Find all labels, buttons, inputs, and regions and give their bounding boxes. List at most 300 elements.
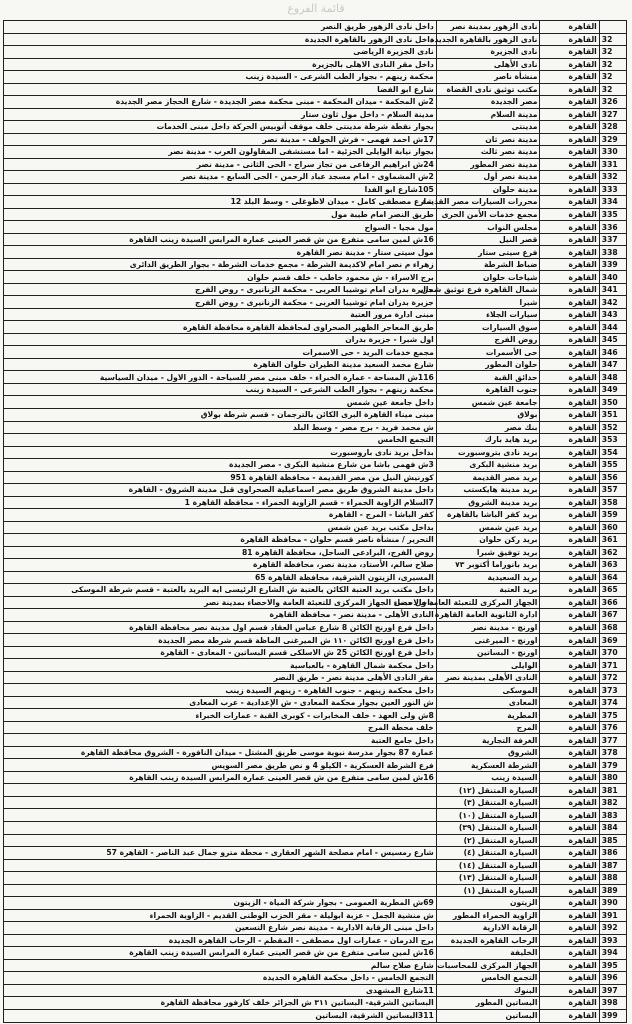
city-cell: القاهرة: [540, 784, 599, 797]
city-cell: القاهرة: [540, 609, 599, 622]
branch-name-cell: الوايلى: [436, 659, 540, 672]
table-row: [4, 246, 627, 259]
address-cell: النادى الأهلى - مدينة نصر - محافظة القاهرة: [4, 609, 437, 622]
branch-name-cell: شمال القاهرة فرع توثيق شمال: [436, 283, 540, 296]
city-cell: القاهرة: [540, 809, 599, 822]
row-number-cell: 346: [599, 346, 626, 359]
address-cell: داخل مبنى الجهاز المركزى للتعبئة العامة والاحصاء بمدينة نصر: [4, 596, 437, 609]
table-row: [4, 233, 627, 246]
table-row: [4, 509, 627, 522]
address-cell: شارع صلاح سالم: [4, 959, 437, 972]
table-row: [4, 271, 627, 284]
table-row: [4, 171, 627, 184]
table-row: [4, 897, 627, 910]
table-row: [4, 947, 627, 960]
branch-name-cell: الجهاز المركزى للتعبئة العامة والاحصاء: [436, 596, 540, 609]
row-number-cell: 338: [599, 246, 626, 259]
table-row: [4, 383, 627, 396]
table-row: [4, 746, 627, 759]
table-row: [4, 208, 627, 221]
row-number-cell: 379: [599, 759, 626, 772]
table-row: [4, 997, 627, 1010]
table-row: [4, 621, 627, 634]
row-number-cell: 333: [599, 183, 626, 196]
city-cell: القاهرة: [540, 396, 599, 409]
address-cell: نادى الجزيرة الرياضى: [4, 46, 437, 59]
city-cell: القاهرة: [540, 258, 599, 271]
branch-name-cell: ضباط الشرطة: [436, 258, 540, 271]
city-cell: القاهرة: [540, 922, 599, 935]
row-number-cell: 399: [599, 1009, 626, 1022]
table-row: [4, 146, 627, 159]
row-number-cell: 372: [599, 671, 626, 684]
address-cell: داخل فرع اورنج الكائن ١١٠ ش الميرغنى الماظة قسم شرطة مصر الجديدة: [4, 634, 437, 647]
address-cell: داخل جامع العتبة: [4, 734, 437, 747]
branch-name-cell: النادى الأهلى بمدينة نصر: [436, 671, 540, 684]
address-cell: البساتين الشرقية- البساتين ٣١١ ش الجزائر خلف كارفور محافظة القاهرة: [4, 997, 437, 1010]
row-number-cell: 364: [599, 571, 626, 584]
branch-name-cell: بريد السعيدية: [436, 571, 540, 584]
address-cell: خلف محطة المرج: [4, 721, 437, 734]
row-number-cell: 353: [599, 434, 626, 447]
city-cell: القاهرة: [540, 872, 599, 885]
table-row: [4, 534, 627, 547]
row-number-cell: 369: [599, 634, 626, 647]
row-number-cell: 352: [599, 421, 626, 434]
branch-name-cell: مدينة نصر ثالث: [436, 146, 540, 159]
address-cell: داخل مبنى الرقابة الادارية - مدينة نصر شارع التسعين: [4, 922, 437, 935]
address-cell: التجمع الخامس: [4, 434, 437, 447]
table-row: [4, 759, 627, 772]
row-number-cell: 330: [599, 146, 626, 159]
row-number-cell: 32: [599, 83, 626, 96]
row-number-cell: 370: [599, 646, 626, 659]
address-cell: زهراء م نصر امام لاكديمة الشرطة - مجمع خدمات الشرطة - بجوار الطريق الدائرى: [4, 258, 437, 271]
branch-name-cell: الزاوية الحمراء المطور: [436, 909, 540, 922]
branch-name-cell: السيارة المتنقل (٣): [436, 796, 540, 809]
branch-name-cell: البساتين: [436, 1009, 540, 1022]
branch-name-cell: جنوب القاهرة: [436, 383, 540, 396]
city-cell: القاهرة: [540, 496, 599, 509]
city-cell: القاهرة: [540, 684, 599, 697]
table-row: [4, 834, 627, 847]
address-cell: 311البساتين الشرقية، البساتين: [4, 1009, 437, 1022]
branch-name-cell: منشأة ناصر: [436, 71, 540, 84]
address-cell: 2ش المشماوى - امام مسجد عباد الرحمن - الحى السابع - مدينة نصر: [4, 171, 437, 184]
address-cell: التحرير / منشأة ناصر قسم حلوان - محافظة القاهرة: [4, 534, 437, 547]
row-number-cell: 357: [599, 484, 626, 497]
branch-name-cell: الخليفة: [436, 947, 540, 960]
table-row: [4, 934, 627, 947]
city-cell: القاهرة: [540, 121, 599, 134]
address-cell: فرع الشرطة العسكرية - الكيلو 4 و نص طريق مصر السويس: [4, 759, 437, 772]
address-cell: داخل فرع اورنج الكائن 8 شارع عباس العقاد قسم اول مدينة نصر محافظة القاهرة: [4, 621, 437, 634]
branch-name-cell: السيارة المتنقل (١٠): [436, 809, 540, 822]
branch-name-cell: اورنچ - الميرغنى: [436, 634, 540, 647]
branch-name-cell: قصر النيل: [436, 233, 540, 246]
table-row: [4, 96, 627, 109]
city-cell: القاهرة: [540, 796, 599, 809]
table-row: [4, 333, 627, 346]
row-number-cell: 343: [599, 308, 626, 321]
table-row: [4, 46, 627, 59]
address-cell: محكمة زينهم - بجوار الطب الشرعى - السيدة زينب: [4, 383, 437, 396]
city-cell: القاهرة: [540, 947, 599, 960]
address-cell: ش النور العين بجوار محكمة المعادى - ش الإعدادية - عرب المعادى: [4, 696, 437, 709]
row-number-cell: 386: [599, 847, 626, 860]
table-row: [4, 847, 627, 860]
table-row: [4, 258, 627, 271]
address-cell: 3ش فهمى باشا من شارع منشية البكرى - مصر الجديدة: [4, 459, 437, 472]
row-number-cell: 351: [599, 408, 626, 421]
address-cell: شارع ابو الفضا: [4, 83, 437, 96]
branch-name-cell: جامعة عين شمس: [436, 396, 540, 409]
table-row: [4, 221, 627, 234]
address-cell: داخل جامعة عين شمس: [4, 396, 437, 409]
row-number-cell: 388: [599, 872, 626, 885]
city-cell: القاهرة: [540, 671, 599, 684]
branch-name-cell: بنك مصر: [436, 421, 540, 434]
table-row: [4, 884, 627, 897]
row-number-cell: 373: [599, 684, 626, 697]
branch-name-cell: الرحاب القاهرة الجديدة: [436, 934, 540, 947]
address-cell: شارع رمسيس - امام مصلحة الشهر العقارى - محطة مترو جمال عبد الناصر - القاهرة 57: [4, 847, 437, 860]
city-cell: القاهرة: [540, 659, 599, 672]
city-cell: القاهرة: [540, 96, 599, 109]
city-cell: القاهرة: [540, 984, 599, 997]
row-number-cell: 358: [599, 496, 626, 509]
branch-name-cell: مدينتى: [436, 121, 540, 134]
city-cell: القاهرة: [540, 333, 599, 346]
table-row: [4, 108, 627, 121]
city-cell: القاهرة: [540, 771, 599, 784]
address-cell: كورنيش النيل من مصر القديمة - محافظة القاهرة 951: [4, 471, 437, 484]
row-number-cell: 365: [599, 584, 626, 597]
table-row: [4, 283, 627, 296]
branch-name-cell: بريد مدينة الشروق: [436, 496, 540, 509]
address-cell: شارع مصطفى كامل - ميدان لاظوغلى - وسط البلد 12: [4, 196, 437, 209]
row-number-cell: 348: [599, 371, 626, 384]
city-cell: القاهرة: [540, 108, 599, 121]
table-row: [4, 646, 627, 659]
table-row: [4, 546, 627, 559]
address-cell: [4, 884, 437, 897]
city-cell: القاهرة: [540, 534, 599, 547]
row-number-cell: 335: [599, 208, 626, 221]
table-row: [4, 784, 627, 797]
row-number-cell: 380: [599, 771, 626, 784]
row-number-cell: 362: [599, 546, 626, 559]
branch-name-cell: الشرطة العسكرية: [436, 759, 540, 772]
table-row: [4, 972, 627, 985]
address-cell: بداخل مكتب بريد عين شمس: [4, 521, 437, 534]
branch-name-cell: نادى الجزيرة: [436, 46, 540, 59]
branch-name-cell: مصر الجديدة: [436, 96, 540, 109]
address-cell: صلاح سالم، الأستاد، مدينة نصر، محافظة القاهرة: [4, 559, 437, 572]
row-number-cell: 339: [599, 258, 626, 271]
city-cell: القاهرة: [540, 859, 599, 872]
row-number-cell: 334: [599, 196, 626, 209]
row-number-cell: 377: [599, 734, 626, 747]
address-cell: [4, 859, 437, 872]
city-cell: القاهرة: [540, 283, 599, 296]
address-cell: جزيرة بدران امام توشيبا العربى - محكمة الزنانيرى - روض الفرج: [4, 283, 437, 296]
city-cell: القاهرة: [540, 559, 599, 572]
branch-name-cell: بريد ركن حلوان: [436, 534, 540, 547]
address-cell: داخل مكتب بريد العتبة الكائن بالعتبة ش الشارع الرئيسى ايه البريد بالعتبة - قسم شرطة الموسكى: [4, 584, 437, 597]
address-cell: 16ش لمين سامى متفرع من ش قصر العينى عمارة المرابس السيدة زينب القاهرة: [4, 771, 437, 784]
city-cell: القاهرة: [540, 822, 599, 835]
branch-name-cell: المعادى: [436, 696, 540, 709]
row-number-cell: 389: [599, 884, 626, 897]
branch-name-cell: بريد بانوراما أكتوبر ٧٣: [436, 559, 540, 572]
branch-name-cell: الغرفة التجارية: [436, 734, 540, 747]
branch-name-cell: نادى الأهلى: [436, 58, 540, 71]
row-number-cell: 340: [599, 271, 626, 284]
branch-name-cell: سيارات الجلاء: [436, 308, 540, 321]
row-number-cell: 354: [599, 446, 626, 459]
table-row: [4, 58, 627, 71]
row-number-cell: 367: [599, 609, 626, 622]
branch-name-cell: بريد مصر القديمة: [436, 471, 540, 484]
faded-header-title: قائمة الفروع: [287, 2, 345, 15]
city-cell: القاهرة: [540, 709, 599, 722]
row-number-cell: 32: [599, 58, 626, 71]
branch-name-cell: السيارة المتنقل (١): [436, 884, 540, 897]
city-cell: القاهرة: [540, 759, 599, 772]
address-cell: داخل مقر النادى الاهلى بالجزيرة: [4, 58, 437, 71]
branch-name-cell: السيارة المتنقل (١٢): [436, 784, 540, 797]
table-row: [4, 521, 627, 534]
city-cell: القاهرة: [540, 571, 599, 584]
address-cell: بجوار نيابة الوايلى الجزئية - اما مستشفى المقاولون العرب - مدينة نصر: [4, 146, 437, 159]
table-row: [4, 396, 627, 409]
row-number-cell: 341: [599, 283, 626, 296]
table-row: [4, 33, 627, 46]
table-row: [4, 959, 627, 972]
branch-name-cell: نادى الزهور بمدينة نصر: [436, 21, 540, 34]
address-cell: مجمع خدمات البريد - حى الاسمرات: [4, 346, 437, 359]
table-row: [4, 872, 627, 885]
city-cell: القاهرة: [540, 308, 599, 321]
row-number-cell: 368: [599, 621, 626, 634]
table-row: [4, 308, 627, 321]
branch-name-cell: حدائق القبة: [436, 371, 540, 384]
branch-name-cell: شبرا: [436, 296, 540, 309]
table-row: [4, 696, 627, 709]
table-row: [4, 371, 627, 384]
table-row: [4, 346, 627, 359]
city-cell: القاهرة: [540, 484, 599, 497]
table-row: [4, 584, 627, 597]
city-cell: القاهرة: [540, 471, 599, 484]
row-number-cell: 336: [599, 221, 626, 234]
table-row: [4, 822, 627, 835]
branch-name-cell: اورنچ - البساتين: [436, 646, 540, 659]
table-row: [4, 609, 627, 622]
branch-name-cell: اورنچ - مدينة نصر: [436, 621, 540, 634]
address-cell: بجوار نقطة شرطة مدينتى خلف موقف أتوبيس الحركة داخل مبنى الخدمات: [4, 121, 437, 134]
branch-name-cell: شياخات حلوان: [436, 271, 540, 284]
branch-name-cell: المرج: [436, 721, 540, 734]
city-cell: القاهرة: [540, 146, 599, 159]
address-cell: [4, 796, 437, 809]
address-cell: كفر الباشا - المرج - القاهرة: [4, 509, 437, 522]
city-cell: القاهرة: [540, 696, 599, 709]
address-cell: 2ش المحكمة - ميدان المحكمة - مبنى محكمة مصر الجديدة - شارع الحجاز مصر الجديدة: [4, 96, 437, 109]
table-row: [4, 196, 627, 209]
city-cell: القاهرة: [540, 584, 599, 597]
row-number-cell: 392: [599, 922, 626, 935]
row-number-cell: 381: [599, 784, 626, 797]
address-cell: مول مجيا - السواح: [4, 221, 437, 234]
branch-name-cell: المطرية: [436, 709, 540, 722]
city-cell: القاهرة: [540, 196, 599, 209]
branch-name-cell: البنوك: [436, 984, 540, 997]
address-cell: داخل محكمة زينهم - جنوب القاهرة - زينهم السيدة زينب: [4, 684, 437, 697]
table-row: [4, 721, 627, 734]
row-number-cell: 376: [599, 721, 626, 734]
row-number-cell: 390: [599, 897, 626, 910]
row-number-cell: 363: [599, 559, 626, 572]
city-cell: القاهرة: [540, 847, 599, 860]
row-number-cell: 394: [599, 947, 626, 960]
table-row: [4, 859, 627, 872]
city-cell: القاهرة: [540, 346, 599, 359]
address-cell: مقر النادى الأهلى مدينة نصر - طريق النصر: [4, 671, 437, 684]
city-cell: القاهرة: [540, 734, 599, 747]
row-number-cell: 395: [599, 959, 626, 972]
row-number-cell: 371: [599, 659, 626, 672]
address-cell: مدينة السلام - داخل مول ثاون ستار: [4, 108, 437, 121]
table-row: [4, 634, 627, 647]
branch-name-cell: روض الفرج: [436, 333, 540, 346]
row-number-cell: 326: [599, 96, 626, 109]
row-number-cell: 329: [599, 133, 626, 146]
branch-name-cell: محررات السيارات مصر القديمة: [436, 196, 540, 209]
table-row: [4, 158, 627, 171]
city-cell: القاهرة: [540, 621, 599, 634]
city-cell: القاهرة: [540, 233, 599, 246]
city-cell: القاهرة: [540, 897, 599, 910]
address-cell: روض الفرج، البرادعى الساحل، محافظة القاهرة 81: [4, 546, 437, 559]
row-number-cell: 359: [599, 509, 626, 522]
city-cell: القاهرة: [540, 959, 599, 972]
row-number-cell: 328: [599, 121, 626, 134]
branch-name-cell: السيدة زينب: [436, 771, 540, 784]
city-cell: القاهرة: [540, 972, 599, 985]
row-number-cell: [599, 21, 626, 34]
table-row: [4, 571, 627, 584]
address-cell: [4, 834, 437, 847]
city-cell: القاهرة: [540, 358, 599, 371]
address-cell: 17ش احمد فهمى - فرش الجولف - مدينة نصر: [4, 133, 437, 146]
address-cell: طريق النصر امام طيبة مول: [4, 208, 437, 221]
table-row: [4, 771, 627, 784]
address-cell: داخل نادى الزهور بالقاهرة الجديدة: [4, 33, 437, 46]
table-row: [4, 559, 627, 572]
city-cell: القاهرة: [540, 183, 599, 196]
row-number-cell: 344: [599, 321, 626, 334]
city-cell: القاهرة: [540, 296, 599, 309]
address-cell: [4, 784, 437, 797]
city-cell: القاهرة: [540, 834, 599, 847]
row-number-cell: 366: [599, 596, 626, 609]
table-row: [4, 484, 627, 497]
branch-name-cell: بريد منشية البكرى: [436, 459, 540, 472]
city-cell: القاهرة: [540, 521, 599, 534]
row-number-cell: 384: [599, 822, 626, 835]
table-row: [4, 684, 627, 697]
address-cell: شارع محمد السعيد مدينة الطيران حلوان القاهرة: [4, 358, 437, 371]
table-row: [4, 909, 627, 922]
branch-name-cell: حلوان المطور: [436, 358, 540, 371]
address-cell: [4, 822, 437, 835]
branch-name-cell: مدينة حلوان: [436, 183, 540, 196]
row-number-cell: 375: [599, 709, 626, 722]
address-cell: 7السلام الزاوية الحمراء - قسم الزاوية الحمراء - محافظة القاهرة 1: [4, 496, 437, 509]
row-number-cell: 396: [599, 972, 626, 985]
row-number-cell: 342: [599, 296, 626, 309]
table-row: [4, 984, 627, 997]
table-row: [4, 133, 627, 146]
table-row: [4, 922, 627, 935]
table-row: [4, 358, 627, 371]
table-row: [4, 21, 627, 34]
address-cell: محكمة زينهم - بجوار الطب الشرعى - السيدة زينب: [4, 71, 437, 84]
row-number-cell: 383: [599, 809, 626, 822]
branch-name-cell: مكتب توثيق نادى القضاة: [436, 83, 540, 96]
branch-name-cell: بريد نادى بتروسبورت: [436, 446, 540, 459]
row-number-cell: 345: [599, 333, 626, 346]
city-cell: القاهرة: [540, 83, 599, 96]
table-row: [4, 183, 627, 196]
row-number-cell: 385: [599, 834, 626, 847]
row-number-cell: 360: [599, 521, 626, 534]
city-cell: القاهرة: [540, 21, 599, 34]
table-row: [4, 1009, 627, 1022]
branch-name-cell: ادارة الثانوية العامة القاهرة: [436, 609, 540, 622]
city-cell: القاهرة: [540, 421, 599, 434]
table-row: [4, 121, 627, 134]
branch-name-cell: السيارة المتنقل (٢): [436, 834, 540, 847]
row-number-cell: 378: [599, 746, 626, 759]
branch-name-cell: مدينة نصر أول: [436, 171, 540, 184]
branch-name-cell: البساتين المطور: [436, 997, 540, 1010]
city-cell: القاهرة: [540, 997, 599, 1010]
city-cell: القاهرة: [540, 371, 599, 384]
city-cell: القاهرة: [540, 158, 599, 171]
row-number-cell: 393: [599, 934, 626, 947]
table-row: [4, 446, 627, 459]
address-cell: التجمع الخامس - داخل محكمة القاهرة الجديدة: [4, 972, 437, 985]
address-cell: 16ش لمين سامى متفرع من ش قصر العينى عمارة المرابس السيدة زينب القاهرة: [4, 947, 437, 960]
branch-name-cell: الموسكى: [436, 684, 540, 697]
city-cell: القاهرة: [540, 509, 599, 522]
city-cell: القاهرة: [540, 1009, 599, 1022]
row-number-cell: 347: [599, 358, 626, 371]
row-number-cell: 327: [599, 108, 626, 121]
city-cell: القاهرة: [540, 746, 599, 759]
city-cell: القاهرة: [540, 634, 599, 647]
branch-name-cell: الجهاز المركزى للمحاسبات: [436, 959, 540, 972]
address-cell: 69ش المطرية العمومى - بجوار شركة المياة - الزيتون: [4, 897, 437, 910]
branch-name-cell: سوق السيارات: [436, 321, 540, 334]
row-number-cell: 355: [599, 459, 626, 472]
branch-name-cell: مجمع خدمات الأمن الحرى: [436, 208, 540, 221]
address-cell: طريق المعاجر الظهير الصحراوى لمحافظة القاهرة محافظة القاهرة: [4, 321, 437, 334]
branch-name-cell: بريد هايد بارك: [436, 434, 540, 447]
